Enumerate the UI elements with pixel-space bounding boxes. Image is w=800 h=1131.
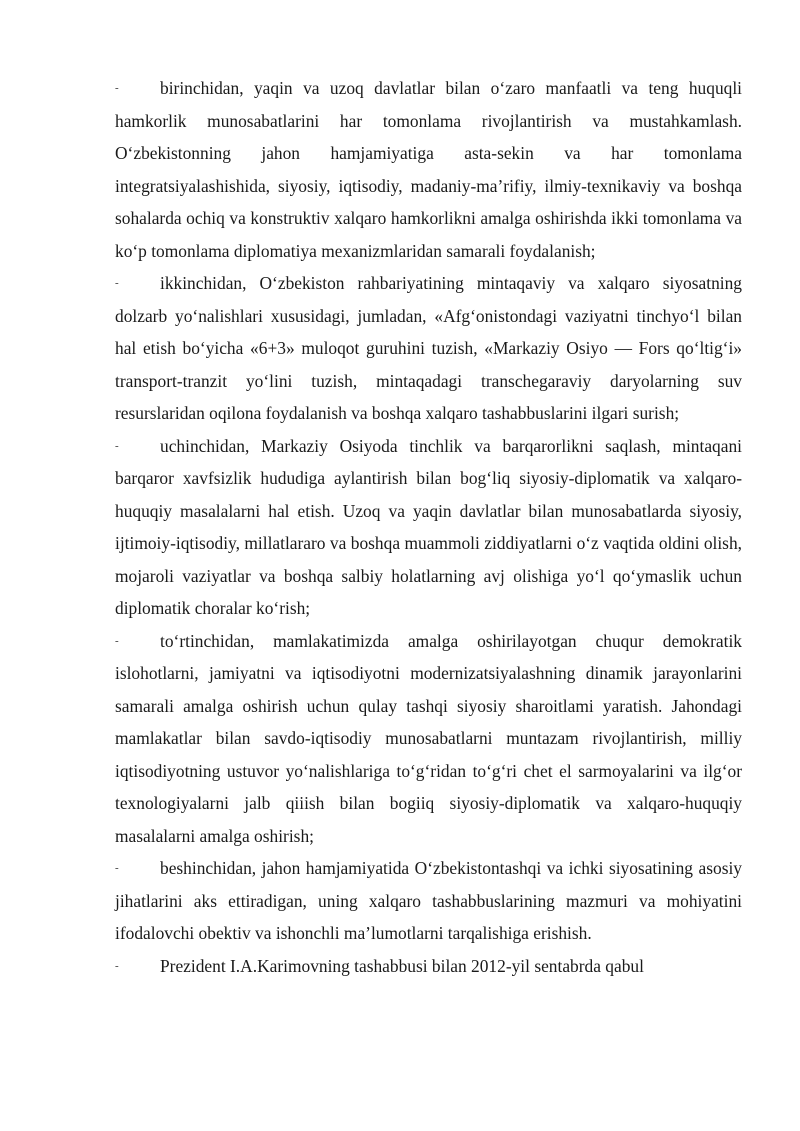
list-item-text: uchinchidan, Markaziy Osiyoda tinchlik va barqarorlikni saqlash, mintaqani barqaror xavfsizlik hududiga aylantirish bilan bog‘liq siyosiy-diplomatik va xalqaro-huquqiy masalalarni hal etish. Uzoq va yaqin davlatlar bilan munosabatlarda siyosiy, ijtimoiy-iqtisodiy, millatlararo va boshqa muammoli ziddiyatlarni o‘z vaqtida oldini olish, mojaroli vaziyatlar va boshqa salbiy holatlarning avj olishiga yo‘l qo‘ymaslik uchun diplomatik choralar ko‘rish; — [115, 435, 742, 618]
list-item — [115, 950, 742, 983]
document-page — [115, 72, 742, 982]
list-dash: - — [115, 862, 119, 874]
list-item-text: to‘rtinchidan, mamlakatimizda amalga oshirilayotgan chuqur demokratik islohotlarni, jamiyatni va iqtisodiyotni modernizatsiyalashning dinamik jarayonlarini samarali amalga oshirish uchun qulay tashqi siyosiy sharoitlami yaratish. Jahondagi mamlakatlar bilan savdo-iqtisodiy munosabatlarni muntazam rivojlantirish, milliy iqtisodiyotning ustuvor yo‘nalishlariga to‘g‘ridan to‘g‘ri chet el sarmoyalarini va ilg‘or texnologiyalarni jalb qiiish bilan bogiiq siyosiy-diplomatik va xalqaro-huquqiy masalalarni amalga oshirish; — [115, 630, 742, 846]
list-item-text: ikkinchidan, O‘zbekiston rahbariyatining mintaqaviy va xalqaro siyosatning dolzarb yo‘nalishlari xususidagi, jumladan, «Afg‘onistondagi vaziyatni tinchyo‘l bilan hal etish bo‘yicha «6+3» muloqot guruhini tuzish, «Markaziy Osiyo — Fors qo‘ltig‘i» transport-tranzit yo‘lini tuzish, mintaqadagi transchegaraviy daryolarning suv resurslaridan oqilona foydalanish va boshqa xalqaro tashabbuslarini ilgari surish; — [115, 273, 742, 423]
list-dash: - — [115, 82, 119, 94]
list-item-text: beshinchidan, jahon hamjamiyatida O‘zbekistontashqi va ichki siyosatining asosiy jihatlarini aks ettiradigan, uning xalqaro tashabbuslarining mazmuri va mohiyatini ifodalovchi obektiv va ishonchli ma’lumotlarni tarqalishiga erishish. — [115, 858, 742, 943]
list-dash: - — [115, 439, 119, 452]
list-item — [115, 852, 742, 950]
list-item — [115, 430, 742, 625]
list-item — [115, 625, 742, 853]
list-dash: - — [115, 634, 119, 647]
list-item — [115, 267, 742, 430]
list-item — [115, 72, 742, 267]
list-item-text: birinchidan, yaqin va uzoq davlatlar bilan o‘zaro manfaatli va teng huquqli hamkorlik munosabatlarini har tomonlama rivojlantirish va mustahkamlash. O‘zbekistonning jahon hamjamiyatiga asta-sekin va har tomonlama integratsiyalashishida, siyosiy, iqtisodiy, madaniy-ma’rifiy, ilmiy-texnikaviy va boshqa sohalarda ochiq va konstruktiv xalqaro hamkorlikni amalga oshirishda ikki tomonlama va ko‘p tomonlama diplomatiya mexanizmlaridan samarali foydalanish; — [115, 78, 742, 261]
list-dash: - — [115, 959, 119, 972]
list-item-text: Prezident I.A.Karimovning tashabbusi bilan 2012-yil sentabrda qabul — [160, 955, 644, 976]
list-dash: - — [115, 277, 119, 289]
